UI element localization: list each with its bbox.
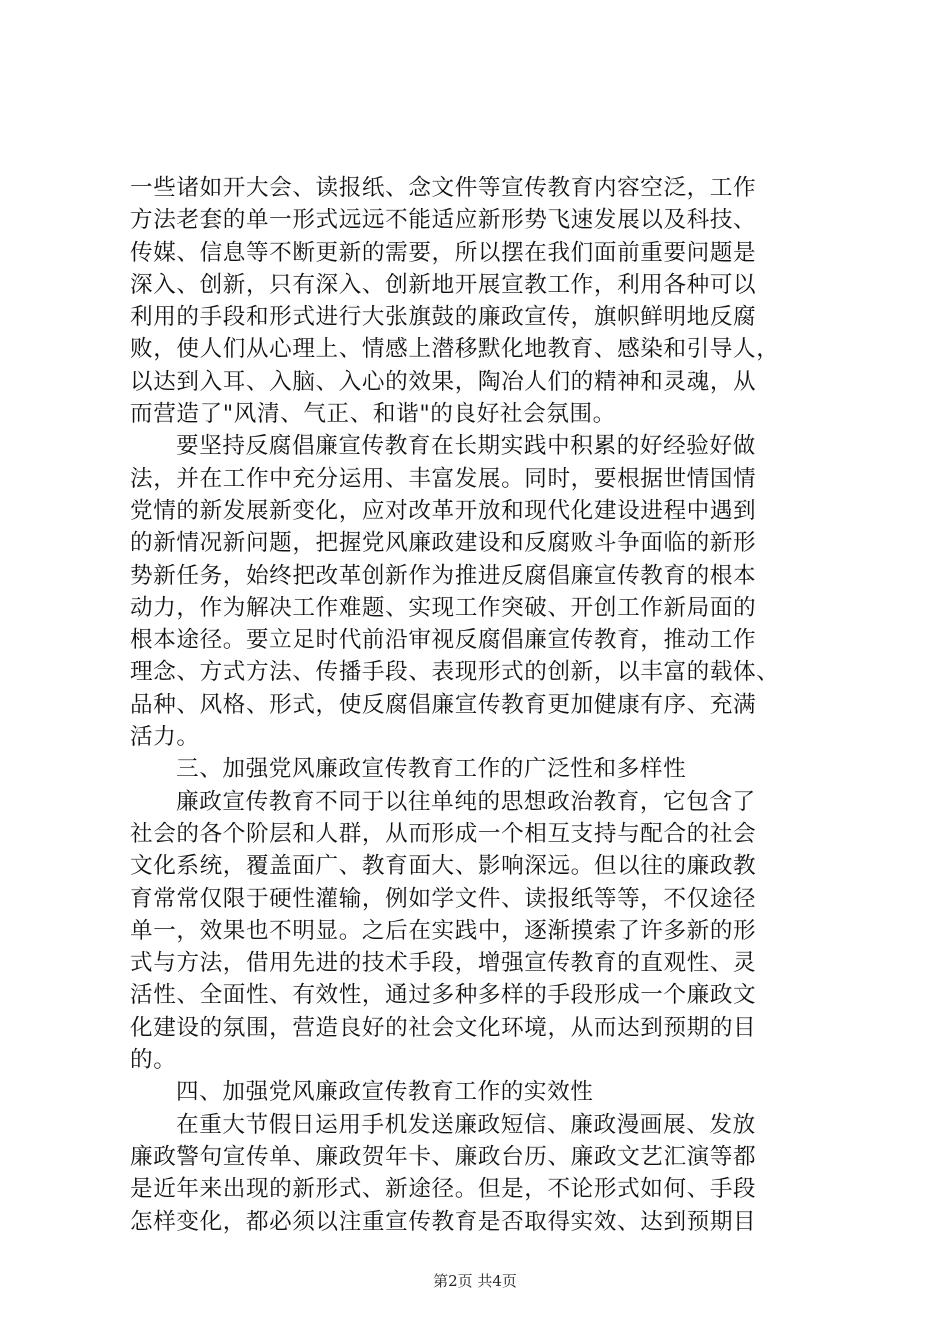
- text-line: 活性、全面性、有效性，通过多种多样的手段形成一个廉政文: [130, 982, 757, 1009]
- text-line: 而营造了"风清、气正、和谐"的良好社会氛围。: [130, 401, 616, 428]
- text-line: 品种、风格、形式，使反腐倡廉宣传教育更加健康有序、充满: [130, 691, 757, 718]
- text-line: 党情的新发展新变化，应对改革开放和现代化建设进程中遇到: [130, 497, 757, 524]
- text-line: 传媒、信息等不断更新的需要，所以摆在我们面前重要问题是: [130, 239, 757, 266]
- text-line: 以达到入耳、入脑、入心的效果，陶冶人们的精神和灵魂，从: [130, 368, 757, 395]
- text-line: 深入、创新，只有深入、创新地开展宣教工作，利用各种可以: [130, 271, 757, 298]
- text-line: 式与方法，借用先进的技术手段，增强宣传教育的直观性、灵: [130, 950, 757, 977]
- text-line: 要坚持反腐倡廉宣传教育在长期实践中积累的好经验好做: [176, 433, 756, 460]
- text-line: 势新任务，始终把改革创新作为推进反腐倡廉宣传教育的根本: [130, 562, 757, 589]
- text-line: 单一，效果也不明显。之后在实践中，逐渐摸索了许多新的形: [130, 917, 757, 944]
- text-line: 败，使人们从心理上、情感上潜移默化地教育、感染和引导人，: [130, 336, 780, 363]
- text-line: 理念、方式方法、传播手段、表现形式的创新，以丰富的载体、: [130, 659, 780, 686]
- text-line: 的新情况新问题，把握党风廉政建设和反腐败斗争面临的新形: [130, 530, 757, 557]
- text-line: 化建设的氛围，营造良好的社会文化环境，从而达到预期的目: [130, 1014, 757, 1041]
- text-line: 的。: [130, 1047, 177, 1074]
- text-line: 活力。: [130, 724, 200, 751]
- text-line: 怎样变化，都必须以注重宣传教育是否取得实效、达到预期目: [130, 1208, 757, 1235]
- page-number: 第2页 共4页: [433, 1272, 517, 1290]
- text-line: 社会的各个阶层和人群，从而形成一个相互支持与配合的社会: [130, 820, 757, 847]
- text-line: 利用的手段和形式进行大张旗鼓的廉政宣传，旗帜鲜明地反腐: [130, 304, 757, 331]
- text-line: 廉政警句宣传单、廉政贺年卡、廉政台历、廉政文艺汇演等都: [130, 1143, 757, 1170]
- text-line: 廉政宣传教育不同于以往单纯的思想政治教育，它包含了: [176, 788, 756, 815]
- section-heading: 三、加强党风廉政宣传教育工作的广泛性和多样性: [176, 756, 687, 783]
- text-line: 一些诸如开大会、读报纸、念文件等宣传教育内容空泛，工作: [130, 175, 757, 201]
- text-line: 法，并在工作中充分运用、丰富发展。同时，要根据世情国情: [130, 465, 757, 492]
- page-footer: [0, 1270, 950, 1291]
- document-body: [130, 172, 825, 1238]
- text-line: 育常常仅限于硬性灌输，例如学文件、读报纸等等，不仅途径: [130, 885, 757, 912]
- text-line: 方法老套的单一形式远远不能适应新形势飞速发展以及科技、: [130, 207, 757, 234]
- text-line: 文化系统，覆盖面广、教育面大、影响深远。但以往的廉政教: [130, 853, 757, 880]
- text-line: 在重大节假日运用手机发送廉政短信、廉政漫画展、发放: [176, 1111, 756, 1138]
- section-heading: 四、加强党风廉政宣传教育工作的实效性: [176, 1079, 594, 1106]
- text-line: 根本途径。要立足时代前沿审视反腐倡廉宣传教育，推动工作: [130, 627, 757, 654]
- text-line: 是近年来出现的新形式、新途径。但是，不论形式如何、手段: [130, 1176, 757, 1203]
- text-line: 动力，作为解决工作难题、实现工作突破、开创工作新局面的: [130, 594, 757, 621]
